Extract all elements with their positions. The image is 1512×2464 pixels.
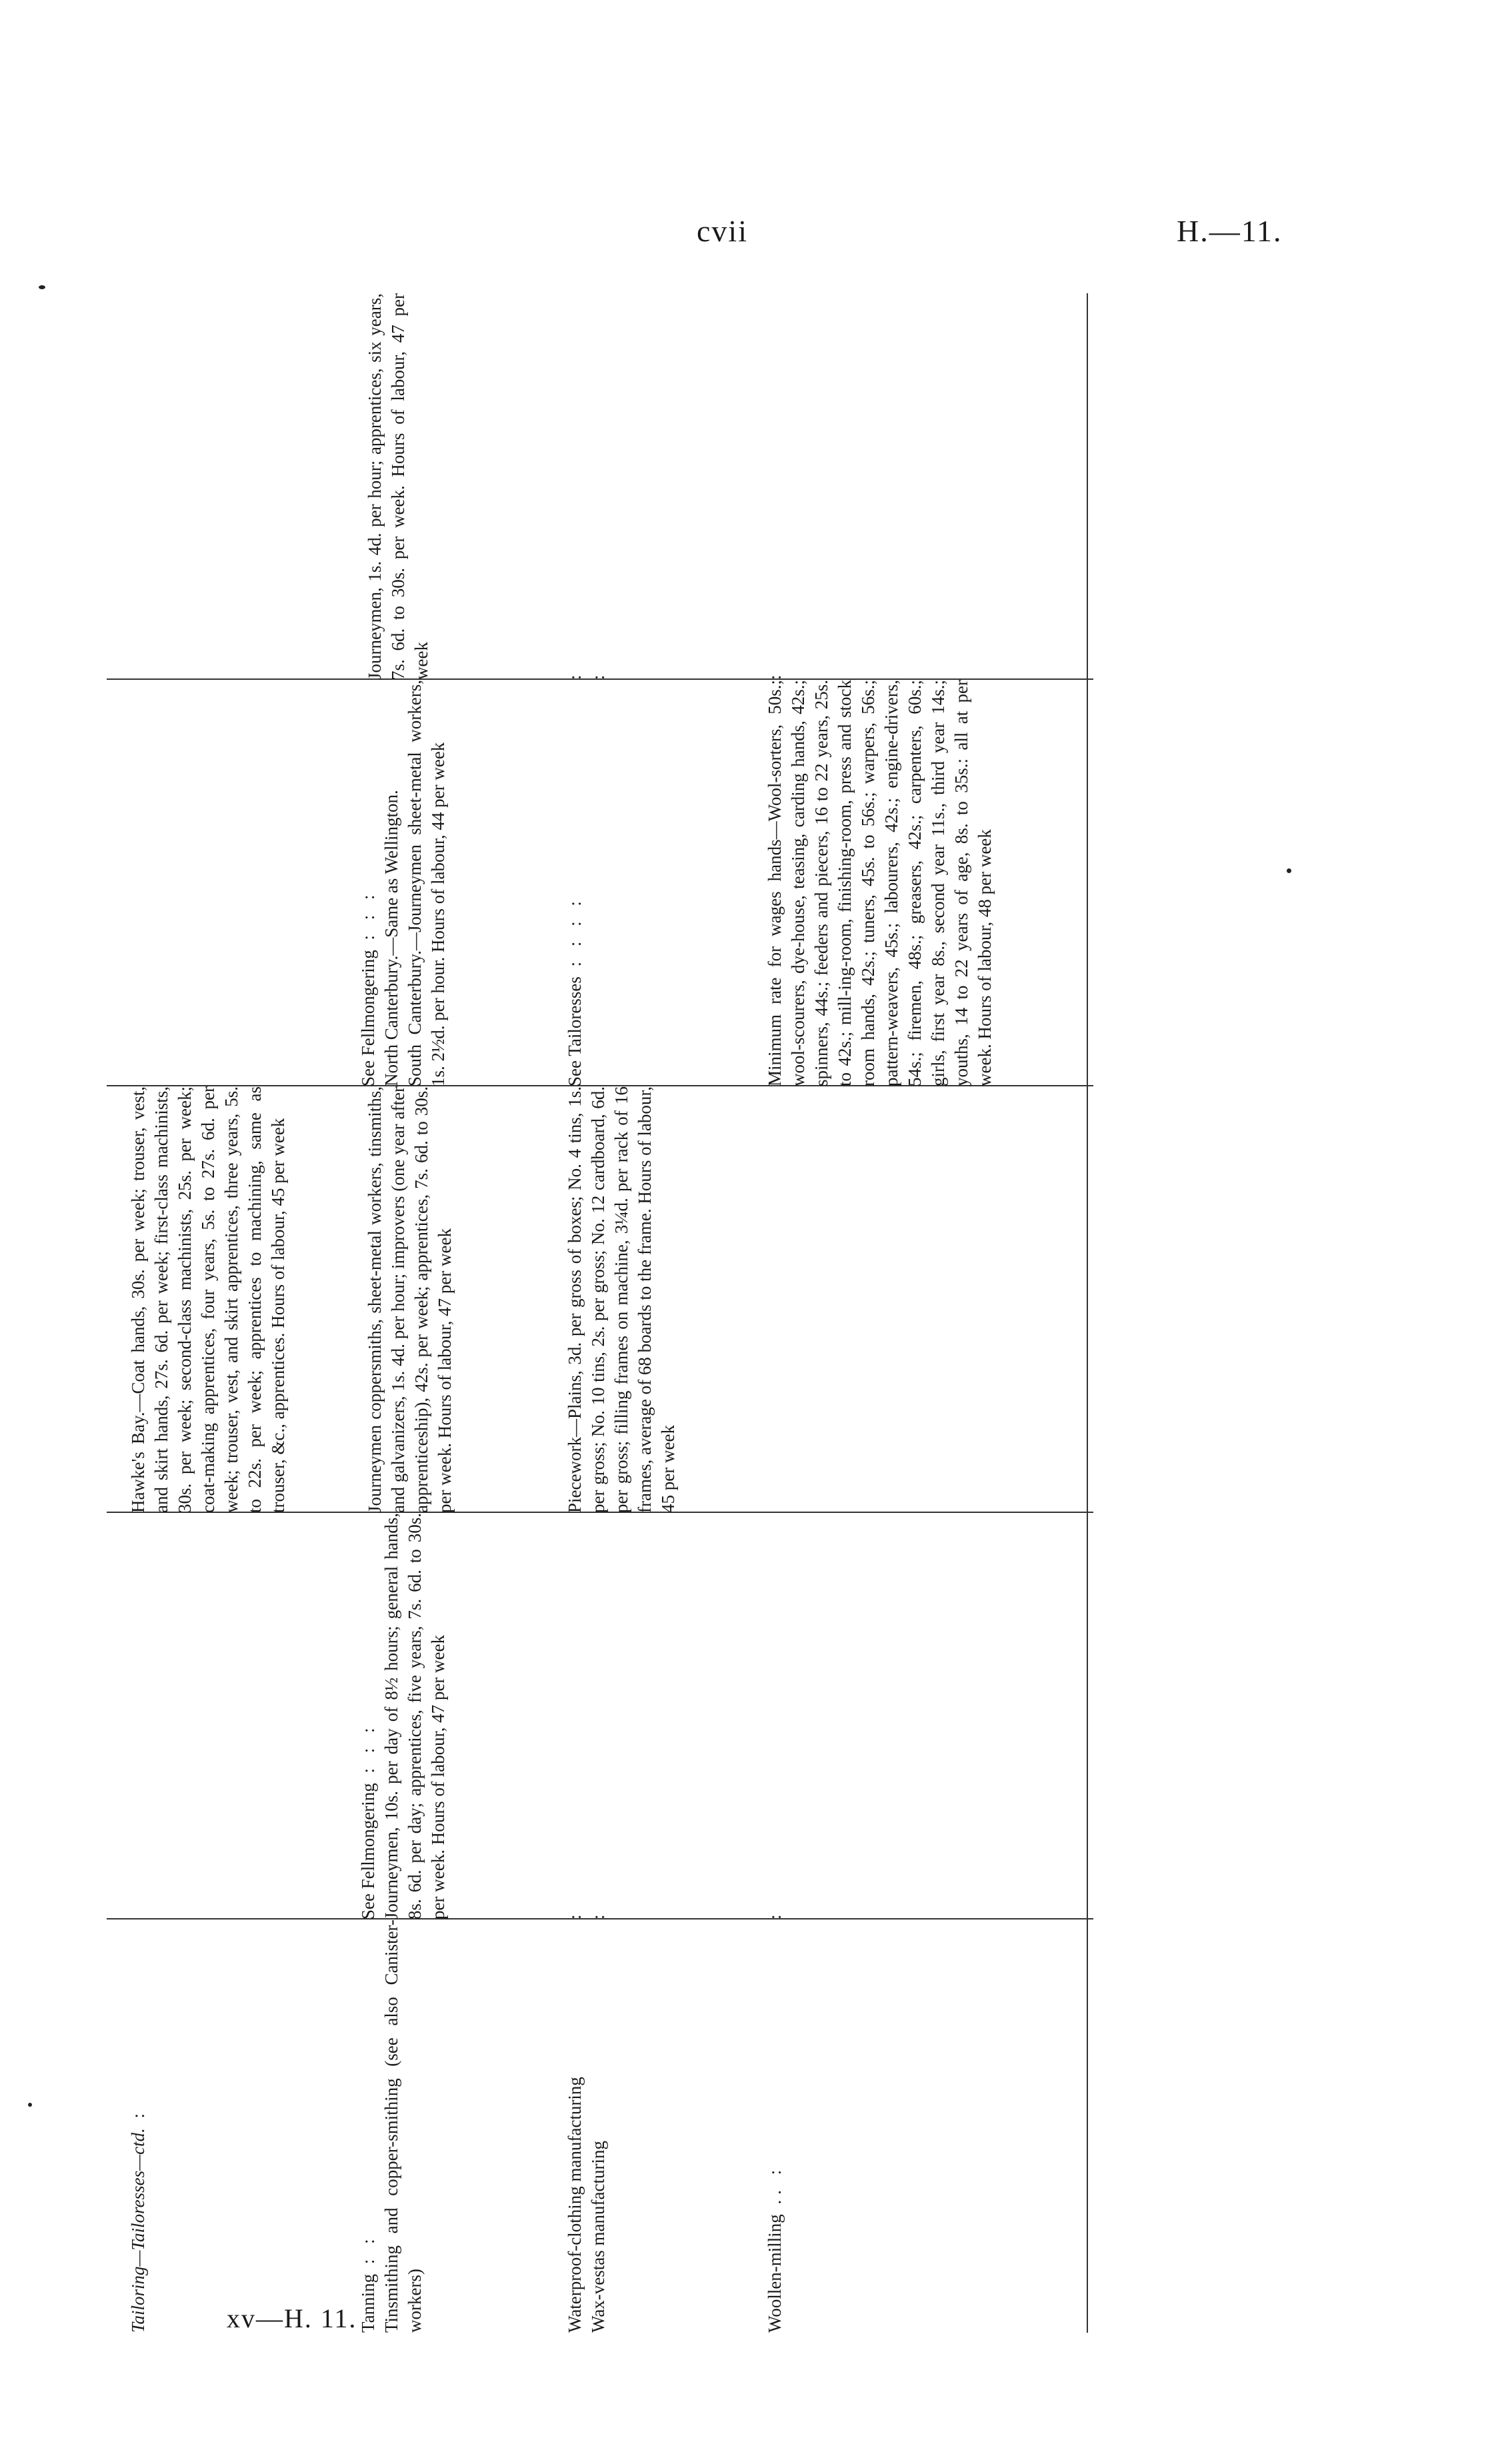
document-reference: H.—11. (1177, 214, 1283, 248)
trade-tailoring: Tailoring—Tailoresses—ctd. : (128, 2107, 148, 2333)
woollen-col5: : (765, 669, 785, 680)
trade-column (127, 1919, 1093, 2333)
wage-rates-table (107, 293, 1093, 2333)
wax-vestas-col3: Piecework—Plains, 3d. per gross of boxes; No. 4 tins, 1s. per gross; No. 10 tins, 2s. per gross; No. 12 cardboard, 6d. per gross; filling frames on machine, 3¼d. per rack of 16 frames, average of 68 boards to the frame. Hours of labour, 45 per week (565, 1086, 678, 1513)
trade-tanning: Tanning : : (358, 2233, 378, 2333)
tailoring-hawkes-bay: Hawke's Bay.—Coat hands, 30s. per week; trouser, vest, and skirt hands, 27s. 6d. per week; first-class machinists, 30s. per week; second-class machinists, 25s. per week; coat-making apprentices, four years, 5s. to 27s. 6d. per week; trouser, vest, and skirt apprentices, three years, 5s. to 22s. per week; apprentices to machining, same as trouser, &c., apprentices. Hours of labour, 45 per week (128, 1086, 288, 1513)
signature-mark: xv—H. 11. (227, 2303, 357, 2333)
page-number: cvii (697, 214, 748, 248)
wax-vestas-col5: : (588, 669, 608, 680)
trade-woollen-milling: Woollen-milling .. : (765, 2164, 785, 2333)
woollen-col2: : (765, 1909, 785, 1919)
tinsmithing-north-canterbury: North Canterbury.—Same as Wellington. (381, 790, 401, 1086)
region-column-5 (127, 293, 1093, 680)
region-column-4 (127, 680, 1093, 1086)
scan-speck (28, 2103, 32, 2107)
trade-wax-vestas: Wax-vestas manufacturing (588, 2141, 608, 2333)
region-column-2 (127, 1513, 1093, 1919)
scan-speck (39, 285, 45, 289)
waterproof-col4: See Tailoresses : : : : (565, 896, 585, 1086)
scan-speck (1287, 868, 1291, 873)
waterproof-col2: : (565, 1909, 585, 1919)
region-column-3 (127, 1086, 1093, 1513)
trade-waterproof-clothing: Waterproof-clothing manufacturing (565, 2077, 585, 2333)
tinsmithing-south-canterbury: South Canterbury.—Journeymen sheet-metal workers, 1s. 2½d. per hour. Hours of labour, 44 per week (405, 680, 448, 1086)
tanning-col4: See Fellmongering : : : (358, 889, 378, 1086)
wax-vestas-col2: : (588, 1909, 608, 1919)
trade-tinsmithing: Tinsmithing and copper-smithing (see also Canister-workers) (381, 1919, 425, 2333)
waterproof-col5: : (565, 669, 585, 680)
tinsmithing-col3: Journeymen coppersmiths, sheet-metal workers, tinsmiths, and galvanizers, 1s. 4d. per hour; improvers (one year after apprenticeship), 42s. per week; apprentices, 7s. 6d. to 30s. per week. Hours of labour, 47 per week (365, 1086, 455, 1513)
tanning-col2: See Fellmongering : : : (358, 1722, 378, 1919)
tinsmithing-col5: Journeymen, 1s. 4d. per hour; apprentices, six years, 7s. 6d. to 30s. per week. Hours of labour, 47 per week (365, 293, 431, 680)
woollen-col4: Minimum rate for wages hands—Wool-sorters, 50s.; wool-scourers, dye-house, teasing, carding hands, 42s.; spinners, 44s.; feeders and piecers, 16 to 22 years, 25s. to 42s.; mill-ing-room, finishing-room, press and stock room hands, 42s.; tuners, 45s. to 56s.; warpers, 56s.; pattern-weavers, 45s.; labourers, 42s.; engine-drivers, 54s.; firemen, 48s.; greasers, 42s.; carpenters, 60s.; girls, first year 8s., second year 11s., third year 14s.; youths, 14 to 22 years of age, 8s. to 35s.: all at per week. Hours of labour, 48 per week (765, 680, 995, 1086)
tinsmithing-col2: Journeymen, 10s. per day of 8½ hours; general hands, 8s. 6d. per day; apprentices, five years, 7s. 6d. to 30s. per week. Hours of labour, 47 per week (381, 1513, 448, 1919)
